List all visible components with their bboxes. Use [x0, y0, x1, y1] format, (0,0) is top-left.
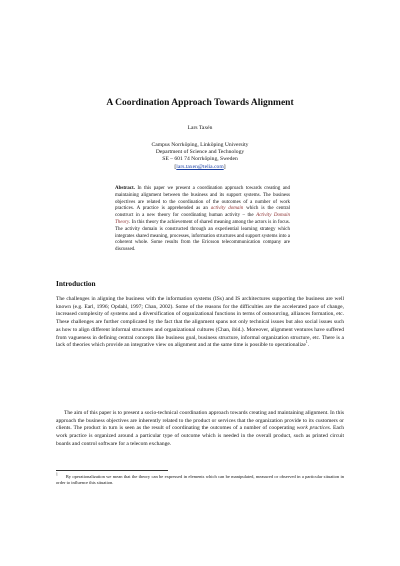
footnote-marker: 1 — [56, 472, 58, 477]
paper-title: A Coordination Approach Towards Alignment — [106, 98, 294, 108]
affiliation-university: Campus Norrköping, Linköping University — [151, 142, 249, 148]
introduction-paragraph-1 — [56, 296, 344, 350]
footnote-text: By operationalization we mean that the theory can be expressed in elements which can be manipulated, measured or observed in a particular situation in order to influence this situation. — [56, 474, 344, 486]
footnote-divider — [56, 470, 168, 471]
footnote — [56, 474, 344, 486]
abstract-text-1: In this paper we present a coordination approach towards creating and maintaining alignment between the business and its support systems. The business objectives are related to the coordination of the outcomes of a number of work practices. A practice is apprehended as an — [115, 186, 290, 212]
abstract — [115, 186, 290, 254]
paragraph-1-text: The challenges in aligning the business with the information systems (ISs) and IS architectures supporting the business are well known (e.g. Earl, 1996; Opdahl, 1997; Chan, 2002). Some of the reasons for the difficulties are the accelerated pace of change, increased complexity of systems and a diversification of organizational functions in terms of outsourcing, alliances formation, etc. These challenges are further complicated by the fact that the alignment spans not only technical issues but also social issues such as how to align different informal structures and organizational cultures (Chan, ibid.). Moreover, alignment ventures have suffered from vagueness in defining central concepts like business goal, business structure, informal organization structure, etc. There is a lack of theories which provide an integrative view on alignment and at the same time is possible to operationalize — [56, 296, 344, 349]
affiliation-address: SE – 601 74 Norrköping, Sweden — [162, 156, 238, 163]
introduction-paragraph-2 — [56, 410, 344, 449]
affiliation-department: Department of Science and Technology — [155, 149, 245, 156]
abstract-term-activity-domain-theory: Activity Domain Theory — [115, 213, 290, 225]
author-name: Lars Taxén — [187, 125, 213, 131]
paragraph-2-text-a: The aim of this paper is to present a socio-technical coordination approach towards creating and maintaining alignment. In this approach the business objectives are inherently related to the product or services that the organization provide to its customers or clients. The product in turn is seen as the result of coordinating the outcomes of a number of cooperating — [56, 410, 344, 432]
author-affiliation — [40, 142, 360, 171]
abstract-label: Abstract. — [115, 186, 135, 191]
section-heading-introduction: Introduction — [56, 279, 96, 288]
footnote-reference[interactable]: 1 — [305, 340, 308, 345]
abstract-text-3: . In this theory the achievement of shared meaning among the actors is in focus. The activity domain is constructed through an experiential learning strategy which integrates shared meaning, processes, information structures and support systems into a coherent whole. Some results from the Ericsson telecommunication company are discussed. — [115, 219, 290, 253]
abstract-text-2: which is the central construct in a new theory for coordinating human activity – the — [115, 206, 291, 219]
paragraph-2-term-work-practices: work practices — [296, 425, 330, 432]
abstract-term-activity-domain: activity domain — [210, 206, 244, 212]
email-line: [lars.taxen@telia.com] — [174, 163, 226, 170]
author-email-link[interactable]: lars.taxen@telia.com — [176, 163, 224, 170]
paragraph-2-text-b: . Each work practice is organized around a particular type of outcome which is needed in the overall product, such as printed circuit boards and control software for a telecom exchange. — [56, 425, 344, 447]
paragraph-1-end: . — [307, 342, 310, 349]
